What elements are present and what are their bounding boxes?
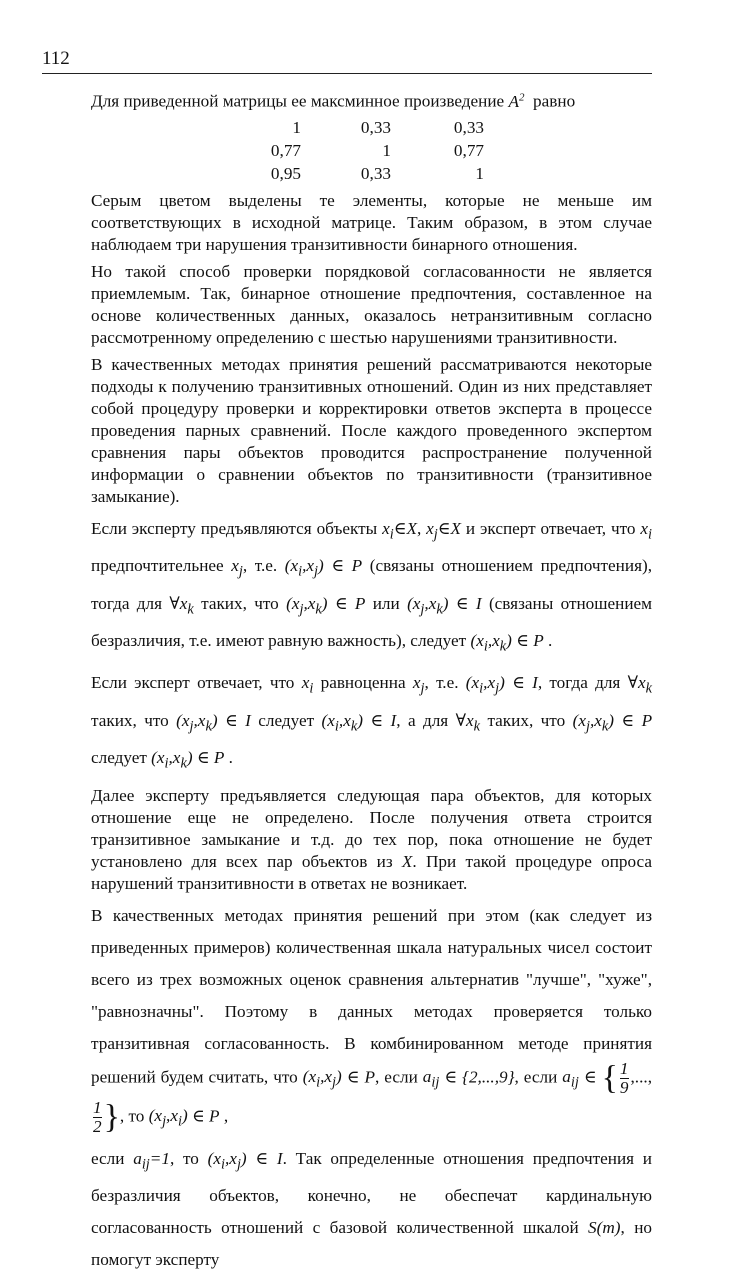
matrix-cell: 1 — [292, 117, 301, 137]
matrix-cell: 0,33 — [360, 117, 391, 137]
matrix-cell: 0,77 — [453, 140, 484, 160]
matrix-cell: 0,95 — [270, 163, 301, 183]
matrix-cell: 1 — [382, 140, 391, 160]
paragraph-4: Если эксперту предъявляются объекты $x_i\in X$, $x_j\in X$ и эксперт отвечает, что $x_i$ предпочтительнее $x_j$, т.е. $(x_i,x_j)$ ∈ P (связаны отношением предпочтения), тогда для $\forall x_k$ таких, что $(x_j,x_k)$ ∈ P или $(x_j,x_k)$ ∈ I (связаны отношением безразличия, т.е. имеют равную важность), следует $(x_i,x_k)$ ∈ P . — [91, 518, 653, 655]
paragraph-6: Далее эксперту предъявляется следующая пара объектов, для которых отношение еще не определено. После получения ответа строится транзитивное замыкание и т.д. до тех пор, пока отношение не будет установлено для всех пар объектов из X. При такой процедуре опроса нарушений транзитивности в ответах не возникает. — [91, 785, 653, 893]
matrix-cell: 0,33 — [453, 117, 484, 137]
paragraph-8: если $a_{ij}=1$, то $(x_i,x_j)$ ∈ I. Так определенные отношения предпочтения и безразличия объектов, конечно, не обеспечат кардинальную согласованность отношений с базовой количественной шкалой S(m), но помогут эксперту — [91, 1148, 653, 1270]
paragraph-2: Но такой способ проверки порядковой согласованности не является приемлемым. Так, бинарное отношение предпочтения, составленное на основе количественных данных, оказалось нетранзитивным согласно рассмотренному определению с шестью нарушениями транзитивности. — [91, 261, 652, 347]
matrix-row — [91, 163, 652, 186]
header-rule — [42, 73, 652, 74]
matrix — [91, 117, 652, 186]
intro-line — [91, 86, 652, 113]
paragraph-7: В качественных методах принятия решений при этом (как следует из приведенных примеров) количественная шкала натуральных чисел состоит всего из трех возможных оценок сравнения альтернатив "лучше", "хуже", "равнозначны". Поэтому в данных методах проверяется только транзитивная согласованность. В комбинированном методе принятия решений будем считать, что $(x_i,x_j)$ ∈ P, если $a_{ij}$ ∈ {2,...,9}, если $a_{ij}$ ∈ { $\frac{1}{9}$ ,..., $\frac{1}{2}$ }, то $(x_j,x_i)$ ∈ P , — [91, 905, 652, 1136]
intro-symbol: $A^2$ — [508, 91, 525, 111]
intro-text: Для приведенной матрицы ее максминное произведение — [91, 91, 505, 111]
paragraph-1: Серым цветом выделены те элементы, которые не меньше им соответствующих в исходной матрице. Таким образом, в этом случае наблюдаем три нарушения транзитивности бинарного отношения. — [91, 190, 652, 254]
page-content — [91, 86, 652, 1281]
paragraph-5: Если эксперт отвечает, что $x_i$ равноценна $x_j$, т.е. $(x_i,x_j)$ ∈ I, тогда для $\forall x_k$ таких, что $(x_j,x_k)$ ∈ I следует $(x_i,x_k)$ ∈ I, а для $\forall x_k$ таких, что $(x_j,x_k)$ ∈ P следует $(x_i,x_k)$ ∈ P . — [91, 673, 653, 772]
matrix-cell: 0,77 — [270, 140, 301, 160]
matrix-cell: 0,33 — [360, 163, 391, 183]
intro-end: равно — [533, 91, 576, 111]
matrix-row — [91, 117, 652, 140]
matrix-cell: 1 — [475, 163, 484, 183]
matrix-row — [91, 140, 652, 163]
page-number: 112 — [42, 48, 70, 69]
paragraph-3: В качественных методах принятия решений рассматриваются некоторые подходы к получению транзитивных отношений. Один из них представляет собой процедуру проверки и корректировки ответов эксперта в процессе проведения парных сравнений. После каждого проведенного экспертом сравнения пары объектов проводится распространение полученной информации о сравнении объектов по транзитивности (транзитивное замыкание). — [91, 354, 652, 506]
